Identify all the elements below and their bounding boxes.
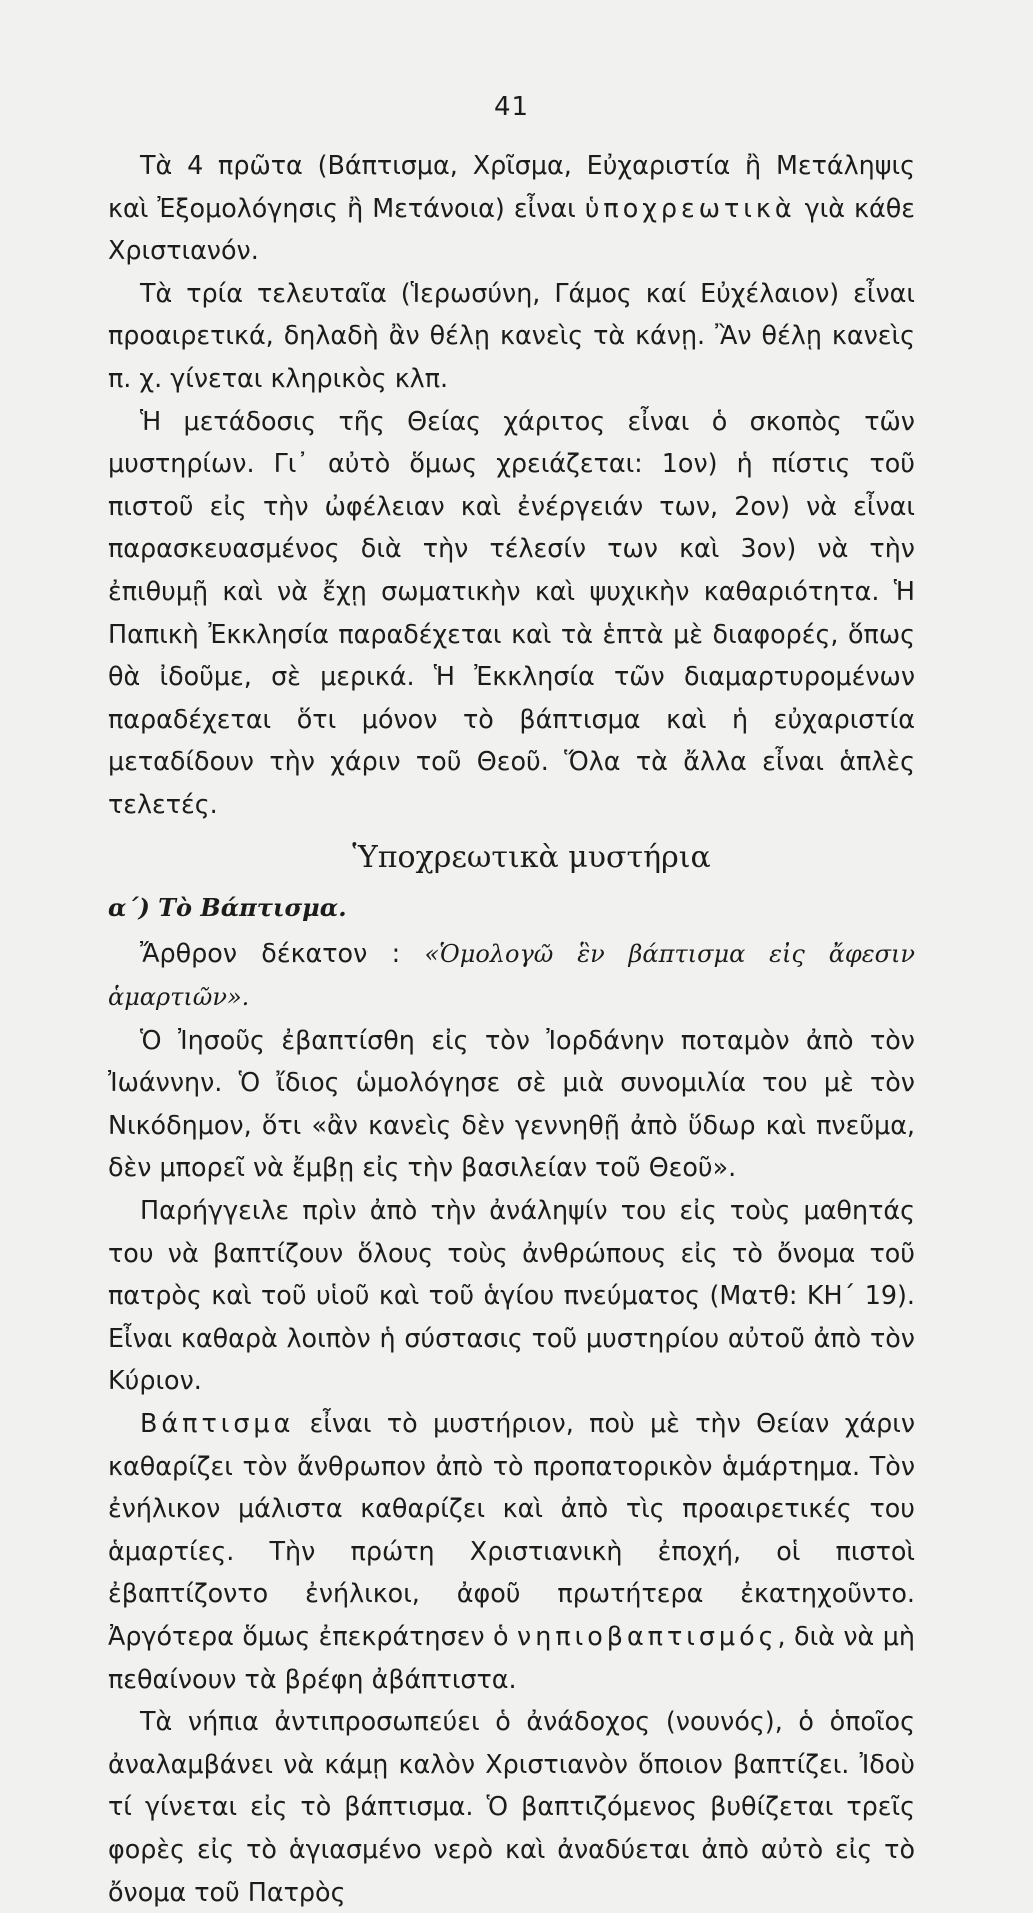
paragraph-purpose-of-sacraments: Ἡ μετάδοσις τῆς Θείας χάριτος εἶναι ὁ σκοπὸς τῶν μυστηρίων. Γι᾽ αὐτὸ ὅμως χρειάζεται: 1ον) ἡ πίστις τοῦ πιστοῦ εἰς τὴν ὠφέλειαν καὶ ἐνέργειάν των, 2ον) νὰ εἶναι παρασκευασμένος διὰ τὴν τέλεσίν των καὶ 3ον) νὰ τὴν ἐπιθυμῇ καὶ νὰ ἔχῃ σωματικὴν καὶ ψυχικὴν καθαριότητα. Ἡ Παπικὴ Ἐκκλησία παραδέχεται καὶ τὰ ἑπτὰ μὲ διαφορές, ὅπως θὰ ἰδοῦμε, σὲ μερικά. Ἡ Ἐκκλησία τῶν διαμαρτυρομένων παραδέχεται ὅτι μόνον τὸ βάπτισμα καὶ ἡ εὐχαριστία μεταδίδουν τὴν χάριν τοῦ Θεοῦ. Ὅλα τὰ ἄλλα εἶναι ἁπλὲς τελετές. <box>108 405 915 819</box>
p1-spaced-word: ὑποχρεωτικὰ <box>584 192 796 223</box>
p7-text-a: εἶναι τὸ μυστήριον, ποὺ μὲ τὴν Θείαν χάριν καθαρίζει τὸν ἄνθρωπον ἀπὸ τὸ προπατορικὸν ἁμάρτημα. Τὸν ἐνήλικον μάλιστα καθαρίζει καὶ ἀπὸ τὶς προαιρετικές του ἁμαρτίες. Τὴν πρώτη Χριστιανικὴ ἐποχή, οἱ πιστοὶ ἐβαπτίζοντο ἐνήλικοι, ἀφοῦ πρωτήτερα ἐκατηχοῦντο. Ἀργότερα ὅμως ἐπεκράτησεν ὁ <box>108 1408 915 1651</box>
section-heading: Ὑποχρεωτικὰ μυστήρια <box>352 839 711 875</box>
paragraph-baptism-of-jesus: Ὁ Ἰησοῦς ἐβαπτίσθη εἰς τὸν Ἰορδάνην ποταμὸν ἀπὸ τὸν Ἰωάννην. Ὁ ἴδιος ὡμολόγησε σὲ μιὰ συνομιλία του μὲ τὸν Νικόδημον, ὅτι «ἂν κανεὶς δὲν γεννηθῇ ἀπὸ ὕδωρ καὶ πνεῦμα, δὲν μπορεῖ νὰ ἔμβῃ εἰς τὴν βασιλείαν τοῦ Θεοῦ». <box>108 1024 915 1183</box>
p4-text-a: Ἄρθρον δέκατον : <box>140 937 425 968</box>
paragraph-godparent: Τὰ νήπια ἀντιπροσωπεύει ὁ ἀνάδοχος (νουνός), ὁ ὁποῖος ἀναλαμβάνει νὰ κάμῃ καλὸν Χριστιανὸν ὅποιον βαπτίζει. Ἰδοὺ τί γίνεται εἰς τὸ βάπτισμα. Ὁ βαπτιζόμενος βυθίζεται τρεῖς φορὲς εἰς τὸ ἁγιασμένο νερὸ καὶ ἀναδύεται ἀπὸ αὐτὸ εἰς τὸ ὄνομα τοῦ Πατρὸς <box>108 1706 915 1907</box>
p7-spaced-word-1: Βάπτισμα <box>140 1408 295 1439</box>
paragraph-article-ten <box>108 932 915 1019</box>
p1-text-a: Τὰ 4 πρῶτα (Βάπτισμα, Χρῖσμα, Εὐχαριστία ἢ Μετάληψις καὶ Ἐξομολόγησις ἢ Μετάνοια) εἶναι <box>108 150 915 223</box>
paragraph-mandatory-sacraments <box>108 144 915 272</box>
p1-text-b: γιὰ κάθε Χριστιανόν. <box>108 192 915 266</box>
subsection-heading-baptism: α΄) Τὸ Βάπτισμα. <box>108 892 347 922</box>
paragraph-great-commission: Παρήγγειλε πρὶν ἀπὸ τὴν ἀνάληψίν του εἰς τοὺς μαθητάς του νὰ βαπτίζουν ὅλους τοὺς ἀνθρώπους εἰς τὸ ὄνομα τοῦ πατρὸς καὶ τοῦ υἱοῦ καὶ τοῦ ἁγίου πνεύματος (Ματθ: ΚΗ΄ 19). Εἶναι καθαρὰ λοιπὸν ἡ σύστασις τοῦ μυστηρίου αὐτοῦ ἀπὸ τὸν Κύριον. <box>108 1195 915 1396</box>
p7-text-b: , διὰ νὰ μὴ πεθαίνουν τὰ βρέφη ἀβάπτιστα. <box>108 1621 915 1694</box>
creed-quote: «Ὁμολογῶ ἓν βάπτισμα εἰς ἄφεσιν ἁμαρτιῶν». <box>108 939 915 1012</box>
p7-spaced-word-2: νηπιοβαπτισμός <box>517 1621 778 1651</box>
paragraph-baptism-definition <box>108 1402 915 1700</box>
paragraph-optional-sacraments: Τὰ τρία τελευταῖα (Ἱερωσύνη, Γάμος καί Εὐχέλαιον) εἶναι προαιρετικά, δηλαδὴ ἂν θέλῃ κανεὶς τὰ κάνῃ. Ἂν θέλῃ κανεὶς π. χ. γίνεται κληρικὸς κλπ. <box>108 277 915 393</box>
page-number: 41 <box>493 92 530 122</box>
